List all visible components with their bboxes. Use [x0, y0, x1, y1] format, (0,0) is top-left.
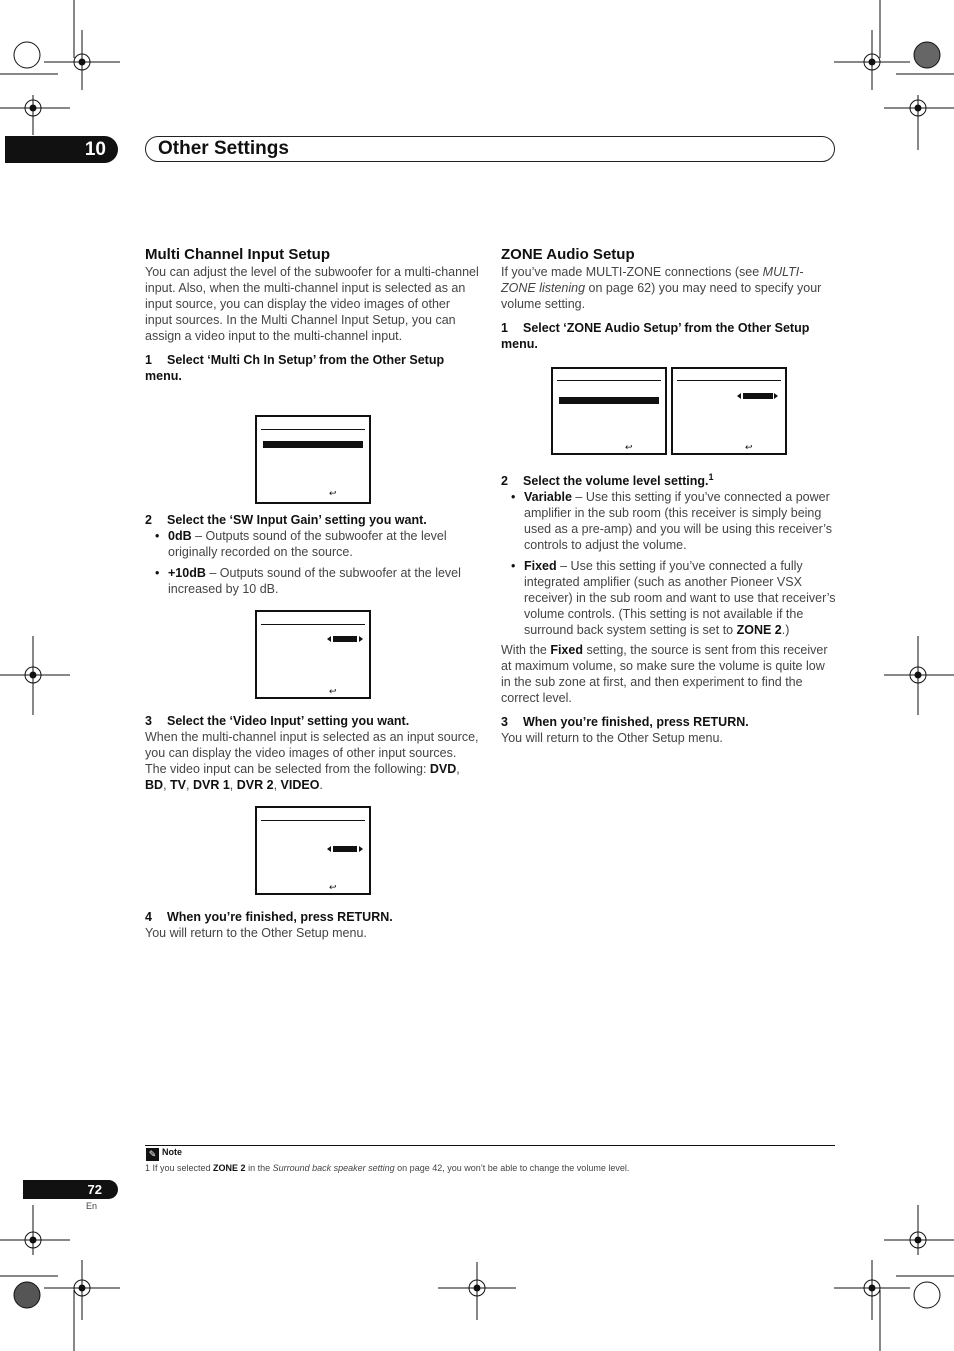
- step-2: 2 Select the ‘SW Input Gain’ setting you want.: [145, 513, 427, 527]
- chapter-title: Other Settings: [158, 138, 289, 159]
- intro-paragraph: You can adjust the level of the subwoofer for a multi-channel input. Also, when the multi-channel input is selected as an input source, you can display the video images of other input sources. In the Multi Channel Input Setup, you can assign a video input to the multi-channel input.: [145, 265, 479, 343]
- step4-text: You will return to the Other Setup menu.: [145, 926, 367, 940]
- zone-intro-paragraph: If you’ve made MULTI-ZONE connections (see MULTI-ZONE listening on page 62) you may need to specify your volume setting.: [501, 265, 822, 311]
- return-icon: ↩: [745, 442, 753, 452]
- zone-step-1: 1 Select ‘ZONE Audio Setup’ from the Other Setup menu.: [501, 321, 810, 351]
- footnote: 1 If you selected ZONE 2 in the Surround back speaker setting on page 42, you won’t be able to change the volume level.: [145, 1163, 630, 1173]
- chapter-number-tab: 10: [5, 136, 118, 163]
- zone-step3-text: You will return to the Other Setup menu.: [501, 731, 723, 746]
- fixed-paragraph: With the Fixed setting, the source is sent from this receiver at maximum volume, so make sure the volume is quite low in the sub zone at first, and then experiment to find the correct level.: [501, 643, 828, 706]
- zone-step-3: 3 When you’re finished, press RETURN.: [501, 715, 749, 730]
- return-icon: ↩: [329, 488, 337, 498]
- return-icon: ↩: [625, 442, 633, 452]
- section-heading-zone-audio: ZONE Audio Setup: [501, 246, 635, 263]
- return-icon: ↩: [329, 882, 337, 892]
- step3-paragraph: When the multi-channel input is selected as an input source, you can display the video images of other input sources. The video input can be selected from the following: DVD, BD, TV, DVR 1, DVR 2, VIDEO.: [145, 730, 479, 792]
- section-heading-multi-channel: Multi Channel Input Setup: [145, 246, 330, 263]
- step-1: 1 Select ‘Multi Ch In Setup’ from the Other Setup menu.: [145, 353, 445, 383]
- step-4: 4 When you’re finished, press RETURN.: [145, 910, 393, 924]
- note-icon: ✎: [146, 1148, 159, 1161]
- zone-step-2: 2 Select the volume level setting.$^1$: [501, 472, 714, 489]
- page-number: 72: [23, 1180, 118, 1199]
- note-label: Note: [162, 1147, 182, 1157]
- bullet-variable: • Variable – Use this setting if you’ve connected a power amplifier in the sub room (this receiver is simply being used as a pre-amp) and you will be using this receiver’s controls to adjust the volume.: [511, 490, 833, 553]
- step-3: 3 Select the ‘Video Input’ setting you want.: [145, 714, 410, 728]
- bullet-fixed: • Fixed – Use this setting if you’ve connected a fully integrated amplifier (such as another Pioneer VSX receiver) in the sub room and want to use that receiver’s volume controls. (This setting is not available if the surround back system setting is set to ZONE 2.): [511, 559, 836, 638]
- bullet-10db: • +10dB – Outputs sound of the subwoofer at the level increased by 10 dB.: [155, 566, 461, 596]
- bullet-0db: • 0dB – Outputs sound of the subwoofer at the level originally recorded on the source.: [155, 529, 447, 559]
- language-code: En: [86, 1201, 98, 1211]
- return-icon: ↩: [329, 686, 337, 696]
